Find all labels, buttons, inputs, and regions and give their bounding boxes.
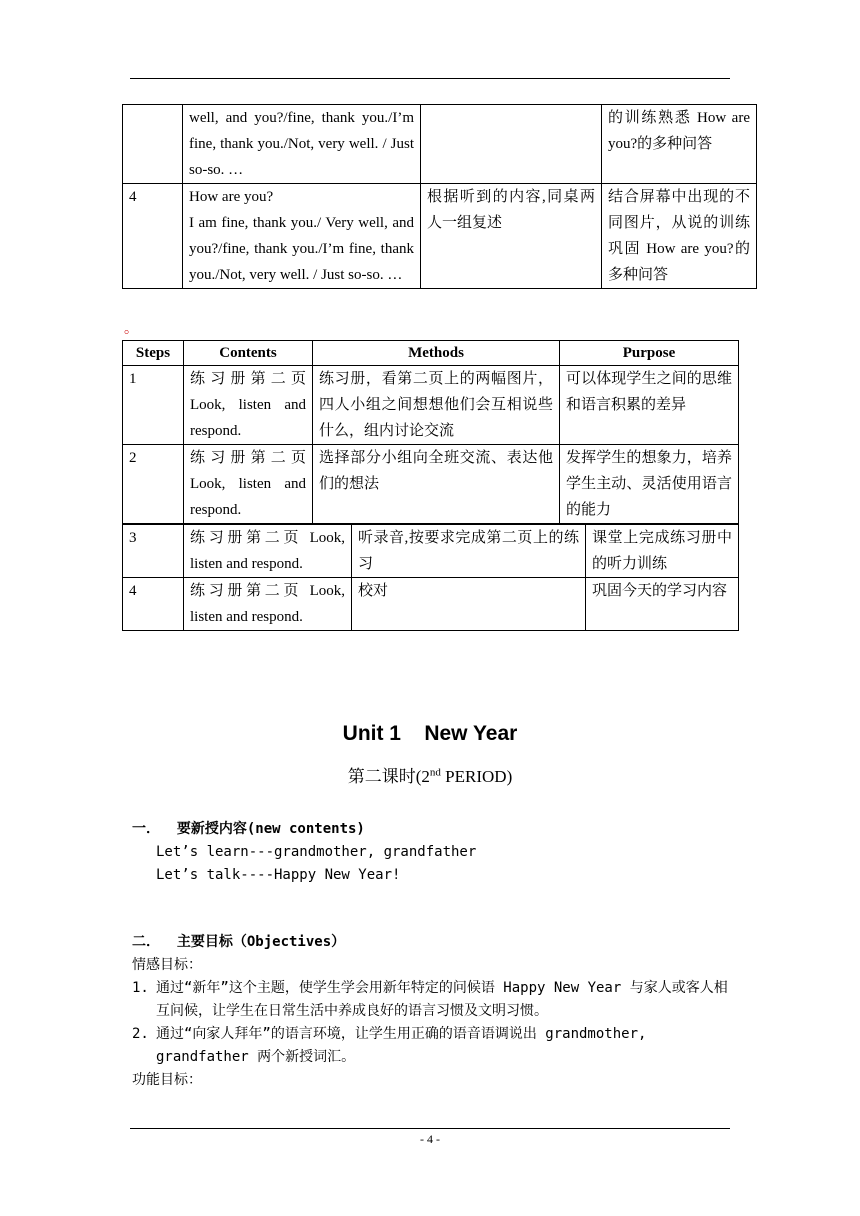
list-item (132, 977, 732, 1023)
section2-heading: 二． 主要目标（Objectives） (132, 934, 346, 950)
table-row (123, 525, 739, 578)
period-suffix: PERIOD) (440, 767, 513, 786)
period-subtitle (0, 762, 860, 787)
table-row (123, 578, 739, 631)
list-text: 通过“向家人拜年”的语言环境，让学生用正确的语音语调说出 grandmother, grandfather 两个新授词汇。 (156, 1026, 647, 1065)
method-cell: 练习册，看第二页上的两幅图片，四人小组之间想想他们会互相说些什么，组内讨论交流 (313, 366, 560, 445)
steps-table-lower (122, 524, 739, 631)
section1-line: Let’s learn---grandmother, grandfather (156, 844, 477, 860)
step-cell: 2 (123, 445, 184, 524)
functional-label: 功能目标： (132, 1072, 202, 1088)
footer-rule (130, 1128, 730, 1129)
step-cell: 4 (123, 578, 184, 631)
step-cell (123, 105, 183, 184)
list-number: 1. (132, 980, 149, 996)
method-cell (421, 105, 602, 184)
section2-body (132, 954, 732, 1092)
purpose-cell: 的训练熟悉 How are you?的多种问答 (602, 105, 757, 184)
section1-line: Let’s talk----Happy New Year! (156, 867, 401, 883)
header-rule (130, 78, 730, 79)
content-cell: How are you? I am fine, thank you./ Very well, and you?/fine, thank you./I’m fine, thank you./Not, very well. / Just so-so. … (183, 184, 421, 289)
list-item (132, 1023, 732, 1069)
step-cell: 1 (123, 366, 184, 445)
content-cell: 练习册第二页 Look, listen and respond. (184, 366, 313, 445)
stray-mark: 。 (124, 321, 138, 337)
content-cell: 练习册第二页 Look, listen and respond. (184, 578, 352, 631)
content-cell: 练习册第二页 Look, listen and respond. (184, 445, 313, 524)
step-cell: 4 (123, 184, 183, 289)
content-cell: well, and you?/fine, thank you./I’m fine, thank you./Not, very well. / Just so-so. … (183, 105, 421, 184)
unit-title: Unit 1 New Year (342, 722, 518, 745)
continued-steps-table (122, 104, 757, 289)
purpose-cell: 课堂上完成练习册中的听力训练 (586, 525, 739, 578)
purpose-cell: 发挥学生的想象力，培养学生主动、灵活使用语言的能力 (560, 445, 739, 524)
period-prefix: 第二课时(2 (347, 767, 430, 786)
purpose-cell: 结合屏幕中出现的不同图片，从说的训练巩固 How are you?的多种问答 (602, 184, 757, 289)
section1-heading: 一． 要新授内容(new contents) (132, 821, 365, 837)
list-text: 通过“新年”这个主题，使学生学会用新年特定的问候语 Happy New Year 与家人或客人相互问候，让学生在日常生活中养成良好的语言习惯及文明习惯。 (156, 980, 728, 1019)
header-methods: Methods (313, 341, 560, 366)
list-number: 2. (132, 1026, 149, 1042)
method-cell: 校对 (352, 578, 586, 631)
table-row (123, 445, 739, 524)
method-cell: 选择部分小组向全班交流、表达他们的想法 (313, 445, 560, 524)
header-contents: Contents (184, 341, 313, 366)
page-number: - 4 - (420, 1132, 440, 1146)
method-cell: 听录音,按要求完成第二页上的练习 (352, 525, 586, 578)
period-sup: nd (429, 766, 441, 779)
purpose-cell: 可以体现学生之间的思维和语言积累的差异 (560, 366, 739, 445)
step-cell: 3 (123, 525, 184, 578)
emotional-label: 情感目标： (132, 957, 202, 973)
content-cell: 练习册第二页 Look, listen and respond. (184, 525, 352, 578)
table-row (123, 184, 757, 289)
table-row (123, 105, 757, 184)
method-cell: 根据听到的内容,同桌两人一组复述 (421, 184, 602, 289)
table-row (123, 366, 739, 445)
purpose-cell: 巩固今天的学习内容 (586, 578, 739, 631)
header-purpose: Purpose (560, 341, 739, 366)
header-steps: Steps (123, 341, 184, 366)
steps-table (122, 340, 739, 524)
table-header-row (123, 341, 739, 366)
